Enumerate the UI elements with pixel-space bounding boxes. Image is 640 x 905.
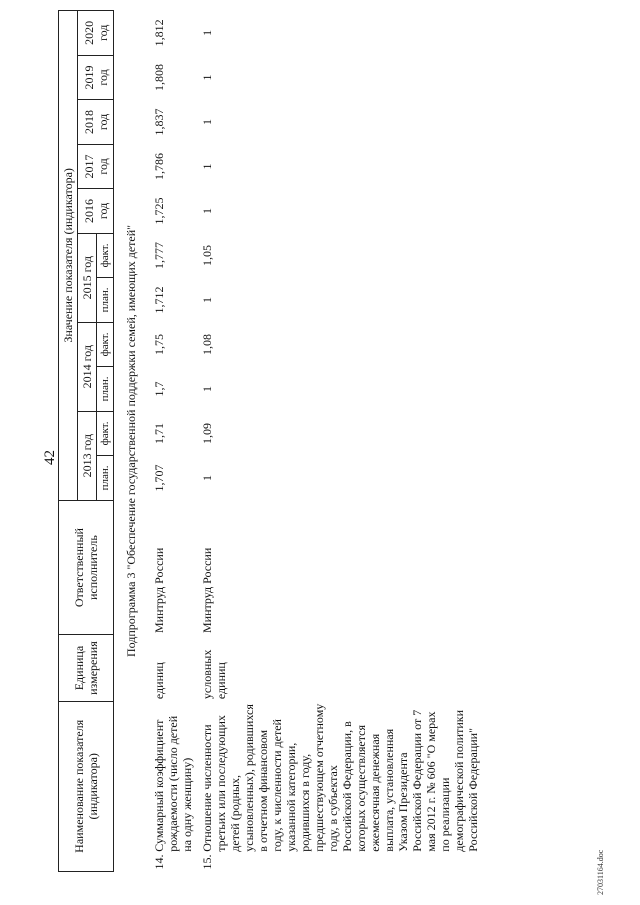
value-cell: 1,71 [152,422,166,444]
value-cell: 1,777 [152,241,166,269]
header-responsible: Ответственный исполнитель [59,500,114,635]
header-name: Наименование показателя (индикатора) [59,701,114,871]
header-fact: факт. [97,322,114,367]
header-year-2020: 2020 год [78,11,114,56]
indicator-responsible: Минтруд России [200,547,214,633]
header-plan: план. [97,367,114,412]
value-cell: 1 [200,207,214,214]
value-cell: 1,707 [152,464,166,492]
page-number: 42 [42,450,58,465]
value-cell: 1 [200,296,214,303]
header-year-2013: 2013 год [78,411,97,500]
value-cell: 1,7 [152,381,166,397]
value-cell: 1,837 [152,108,166,136]
footer-filename: 27031164.doc [596,849,605,895]
header-year-2019: 2019 год [78,55,114,100]
indicator-name: Отношение численности третьих или последующих детей (родных, усыновленных), родившихся в отчетном финансовом году, к численности детей указанной категории, родившихся в году, предшествующем отчетному году, в субъектах Российской Федерации, в которых осуществляется ежемесячная денежная выплата, установленная Указом Президента Российской Федерации от 7 мая 2012 г. № 606 "О мерах по реализации демографической политики Российской Федерации" [200,703,480,852]
value-cell: 1,75 [152,333,166,355]
header-value-group: Значение показателя (индикатора) [59,11,78,501]
value-cell: 1 [200,74,214,81]
indicator-name: Суммарный коэффициент рождаемости (число детей на одну женщину) [152,715,194,852]
header-plan: план. [97,278,114,323]
indicator-unit: единиц [152,662,166,700]
value-cell: 1 [200,163,214,170]
header-plan: план. [97,456,114,501]
header-year-2014: 2014 год [78,322,97,411]
value-cell: 1,786 [152,152,166,180]
value-cell: 1,712 [152,286,166,314]
value-cell: 1,08 [200,333,214,355]
row-number: 14. [152,854,166,870]
table-row [197,11,483,872]
value-cell: 1 [200,385,214,392]
value-cell: 1,725 [152,197,166,225]
table-row [146,11,197,872]
value-cell: 1,09 [200,422,214,444]
value-cell: 1 [200,29,214,36]
row-number: 15. [200,854,214,870]
indicator-unit: условных единиц [200,649,228,700]
header-unit: Единица измерения [59,635,114,701]
value-cell: 1,05 [200,244,214,266]
header-fact: факт. [97,411,114,456]
indicator-table [58,10,483,872]
indicator-responsible: Минтруд России [152,547,166,633]
value-cell: 1 [200,118,214,125]
header-year-2018: 2018 год [78,100,114,145]
value-cell: 1,812 [152,19,166,47]
value-cell: 1,808 [152,63,166,91]
value-cell: 1 [200,474,214,481]
header-year-2015: 2015 год [78,233,97,322]
header-fact: факт. [97,233,114,278]
subprogram-title: Подпрограмма 3 "Обеспечение государственной поддержки семей, имеющих детей" [124,224,138,658]
header-year-2016: 2016 год [78,189,114,234]
header-year-2017: 2017 год [78,144,114,189]
